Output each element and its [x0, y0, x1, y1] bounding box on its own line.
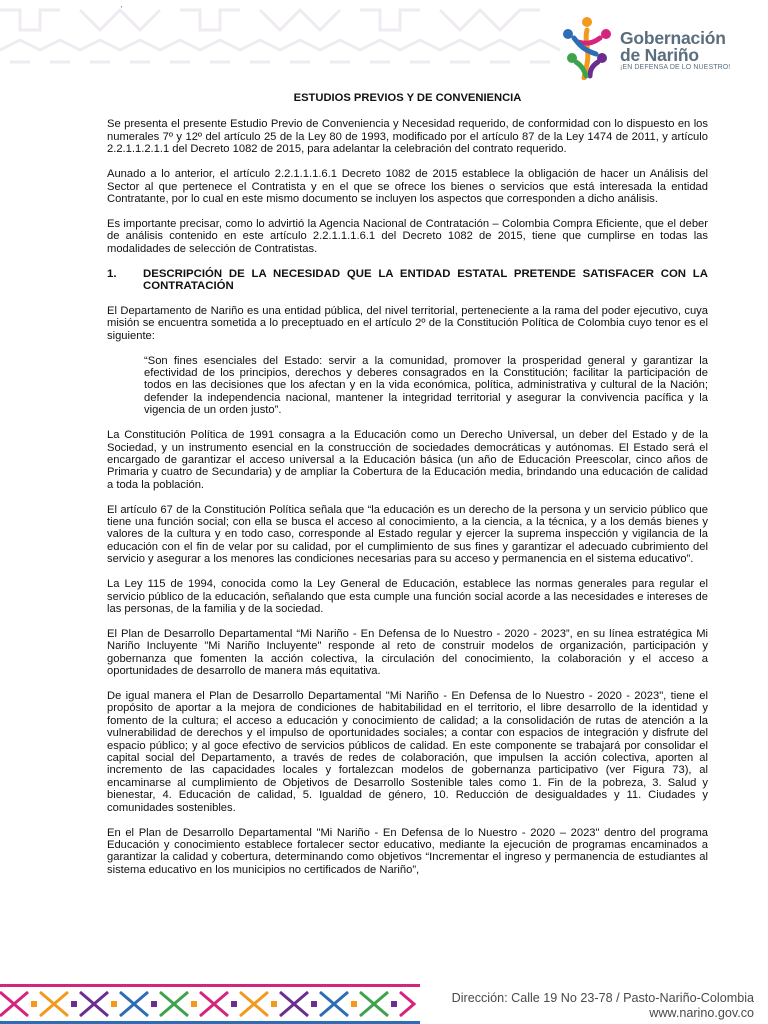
intro-paragraph: Es importante precisar, como lo advirtió la Agencia Nacional de Contratación – Colombia Compra Eficiente, que el deber de análisis contenido en este artículo 2.2.1.1.1.6.1 del Decreto 1082 de 2015, tiene que cumplirse en todas las modalidades de selección de Contratistas.	[107, 217, 708, 255]
logo-name-line1: Gobernación	[620, 28, 726, 48]
header-decorative-pattern	[0, 0, 560, 70]
constitution-quote: “Son fines esenciales del Estado: servir a la comunidad, promover la prosperidad general y garantizar la efectividad de los principios, derechos y deberes consagrados en la Constitución; facilitar la participación de todos en las decisiones que los afectan y en la vida económica, política, administrativa y cultural de la Nación; defender la independencia nacional, mantener la integridad territorial y asegurar la convivencia pacífica y la vigencia de un orden justo”.	[144, 354, 708, 417]
body-paragraph: El Plan de Desarrollo Departamental “Mi Nariño - En Defensa de lo Nuestro - 2020 - 2023”, en su línea estratégica Mi Nariño Incluyente "Mi Nariño Incluyente" responde al reto de construir modelos de organización, participación y gobernanza que fomenten la acción colectiva, la circulación del conocimiento, la colaboración y el acceso a oportunidades de desarrollo de manera más equitativa.	[107, 627, 708, 678]
body-paragraph: En el Plan de Desarrollo Departamental "Mi Nariño - En Defensa de lo Nuestro - 2020 – 2023" dentro del programa Educación y conocimiento establece fortalecer sector educativo, mediante la ejecución de programas encaminados a garantizar la calidad y cobertura, determinando como objetivos “Incrementar el ingreso y permanencia de estudiantes al sistema educativo en los municipios no certificados de Nariño”,	[107, 826, 708, 876]
section-heading-text: DESCRIPCIÓN DE LA NECESIDAD QUE LA ENTIDAD ESTATAL PRETENDE SATISFACER CON LA CONTRATACIÓN	[143, 267, 708, 292]
footer-decorative-pattern	[0, 984, 420, 1024]
logo-name	[620, 30, 726, 64]
intro-paragraph: Se presenta el presente Estudio Previo de Conveniencia y Necesidad requerido, de conformidad con lo dispuesto en los numerales 7º y 12º del artículo 25 de la Ley 80 de 1993, modificado por el artículo 87 de la Ley 1474 de 2011, y artículo 2.2.1.1.2.1.1 del Decreto 1082 de 2015, para adelantar la celebración del contrato requerido.	[107, 118, 708, 156]
footer-address: Dirección: Calle 19 No 23-78 / Pasto-Nariño-Colombia	[451, 991, 754, 1005]
body-paragraph: La Ley 115 de 1994, conocida como la Ley General de Educación, establece las normas generales para regular el servicio público de la educación, señalando que esta cumple una función social acorde a las necesidades e intereses de las personas, de la familia y de la sociedad.	[107, 578, 708, 615]
body-paragraph: El artículo 67 de la Constitución Política señala que “la educación es un derecho de la persona y un servicio público que tiene una función social; con ella se busca el acceso al conocimiento, a la ciencia, a la técnica, y a los demás bienes y valores de la cultura y en todo caso, corresponde al Estado regular y ejercer la suprema inspección y vigilancia de la educación con el fin de velar por su calidad, por el cumplimiento de sus fines y garantizar el adecuado cubrimiento del servicio y asegurar a los menores las condiciones necesarias para su acceso y permanencia en el sistema educativo”.	[107, 503, 708, 566]
logo-slogan: ¡EN DEFENSA DE LO NUESTRO!	[620, 64, 731, 71]
intro-paragraph: Aunado a lo anterior, el artículo 2.2.1.1.1.6.1 Decreto 1082 de 2015 establece la obligación de hacer un Análisis del Sector al que pertenece el Contratista y en el que se ofrece los bienes o servicios que está interesada la entidad Contratante, por lo cual en este mismo documento se incluyen los aspectos que corresponden a dicho análisis.	[107, 168, 708, 205]
body-paragraph: De igual manera el Plan de Desarrollo Departamental "Mi Nariño - En Defensa de lo Nuestro - 2020 - 2023", tiene el propósito de aportar a la mejora de condiciones de habitabilidad en el territorio, el libre desarrollo de la identidad y fomento de la cultura; el acceso a educación y conocimiento de calidad; a la consolidación de rutas de atención a la vulnerabilidad de derechos y el impulso de oportunidades sociales; a contar con espacios de integración y disfrute del espacio público; y al goce efectivo de servicios públicos de calidad. En este componente se trabajará por consolidar el capital social del Departamento, a través de redes de colaboración, que impulsen la acción colectiva, aporten al incremento de las capacidades locales y fortalezcan modelos de gobernanza participativo (ver Figura 73), al encaminarse al cumplimiento de Objetivos de Desarrollo Sostenible tales como 1. Fin de la pobreza, 3. Salud y bienestar, 4. Educación de calidad, 5. Igualdad de género, 10. Reducción de desigualdades y 11. Ciudades y comunidades sostenibles.	[107, 690, 708, 814]
page-marker: '	[121, 6, 123, 13]
section-heading	[107, 268, 708, 293]
document-body	[107, 92, 708, 889]
document-title: ESTUDIOS PREVIOS Y DE CONVENIENCIA	[293, 92, 522, 104]
logo-name-line2: de Nariño	[620, 45, 699, 65]
logo-people-icon	[556, 14, 618, 80]
section-number: 1.	[107, 267, 117, 280]
section-intro-paragraph: El Departamento de Nariño es una entidad pública, del nivel territorial, perteneciente a la rama del poder ejecutivo, cuya misión se encuentra sometida a lo preceptuado en el artículo 2º de la Constitución Política de Colombia cuyo tenor es el siguiente:	[107, 304, 708, 342]
body-paragraph: La Constitución Política de 1991 consagra a la Educación como un Derecho Universal, un deber del Estado y de la Sociedad, y un instrumento esencial en la construcción de sociedades democráticas y autónomas. El Estado será el encargado de garantizar el acceso universal a la Educación básica (un año de Educación Preescolar, cinco años de Primaria y cuatro de Secundaria) y de ampliar la Cobertura de la Educación media, brindando una educación de calidad a toda la población.	[107, 429, 708, 491]
gobernacion-logo	[556, 14, 756, 80]
footer-website: www.narino.gov.co	[649, 1006, 754, 1020]
